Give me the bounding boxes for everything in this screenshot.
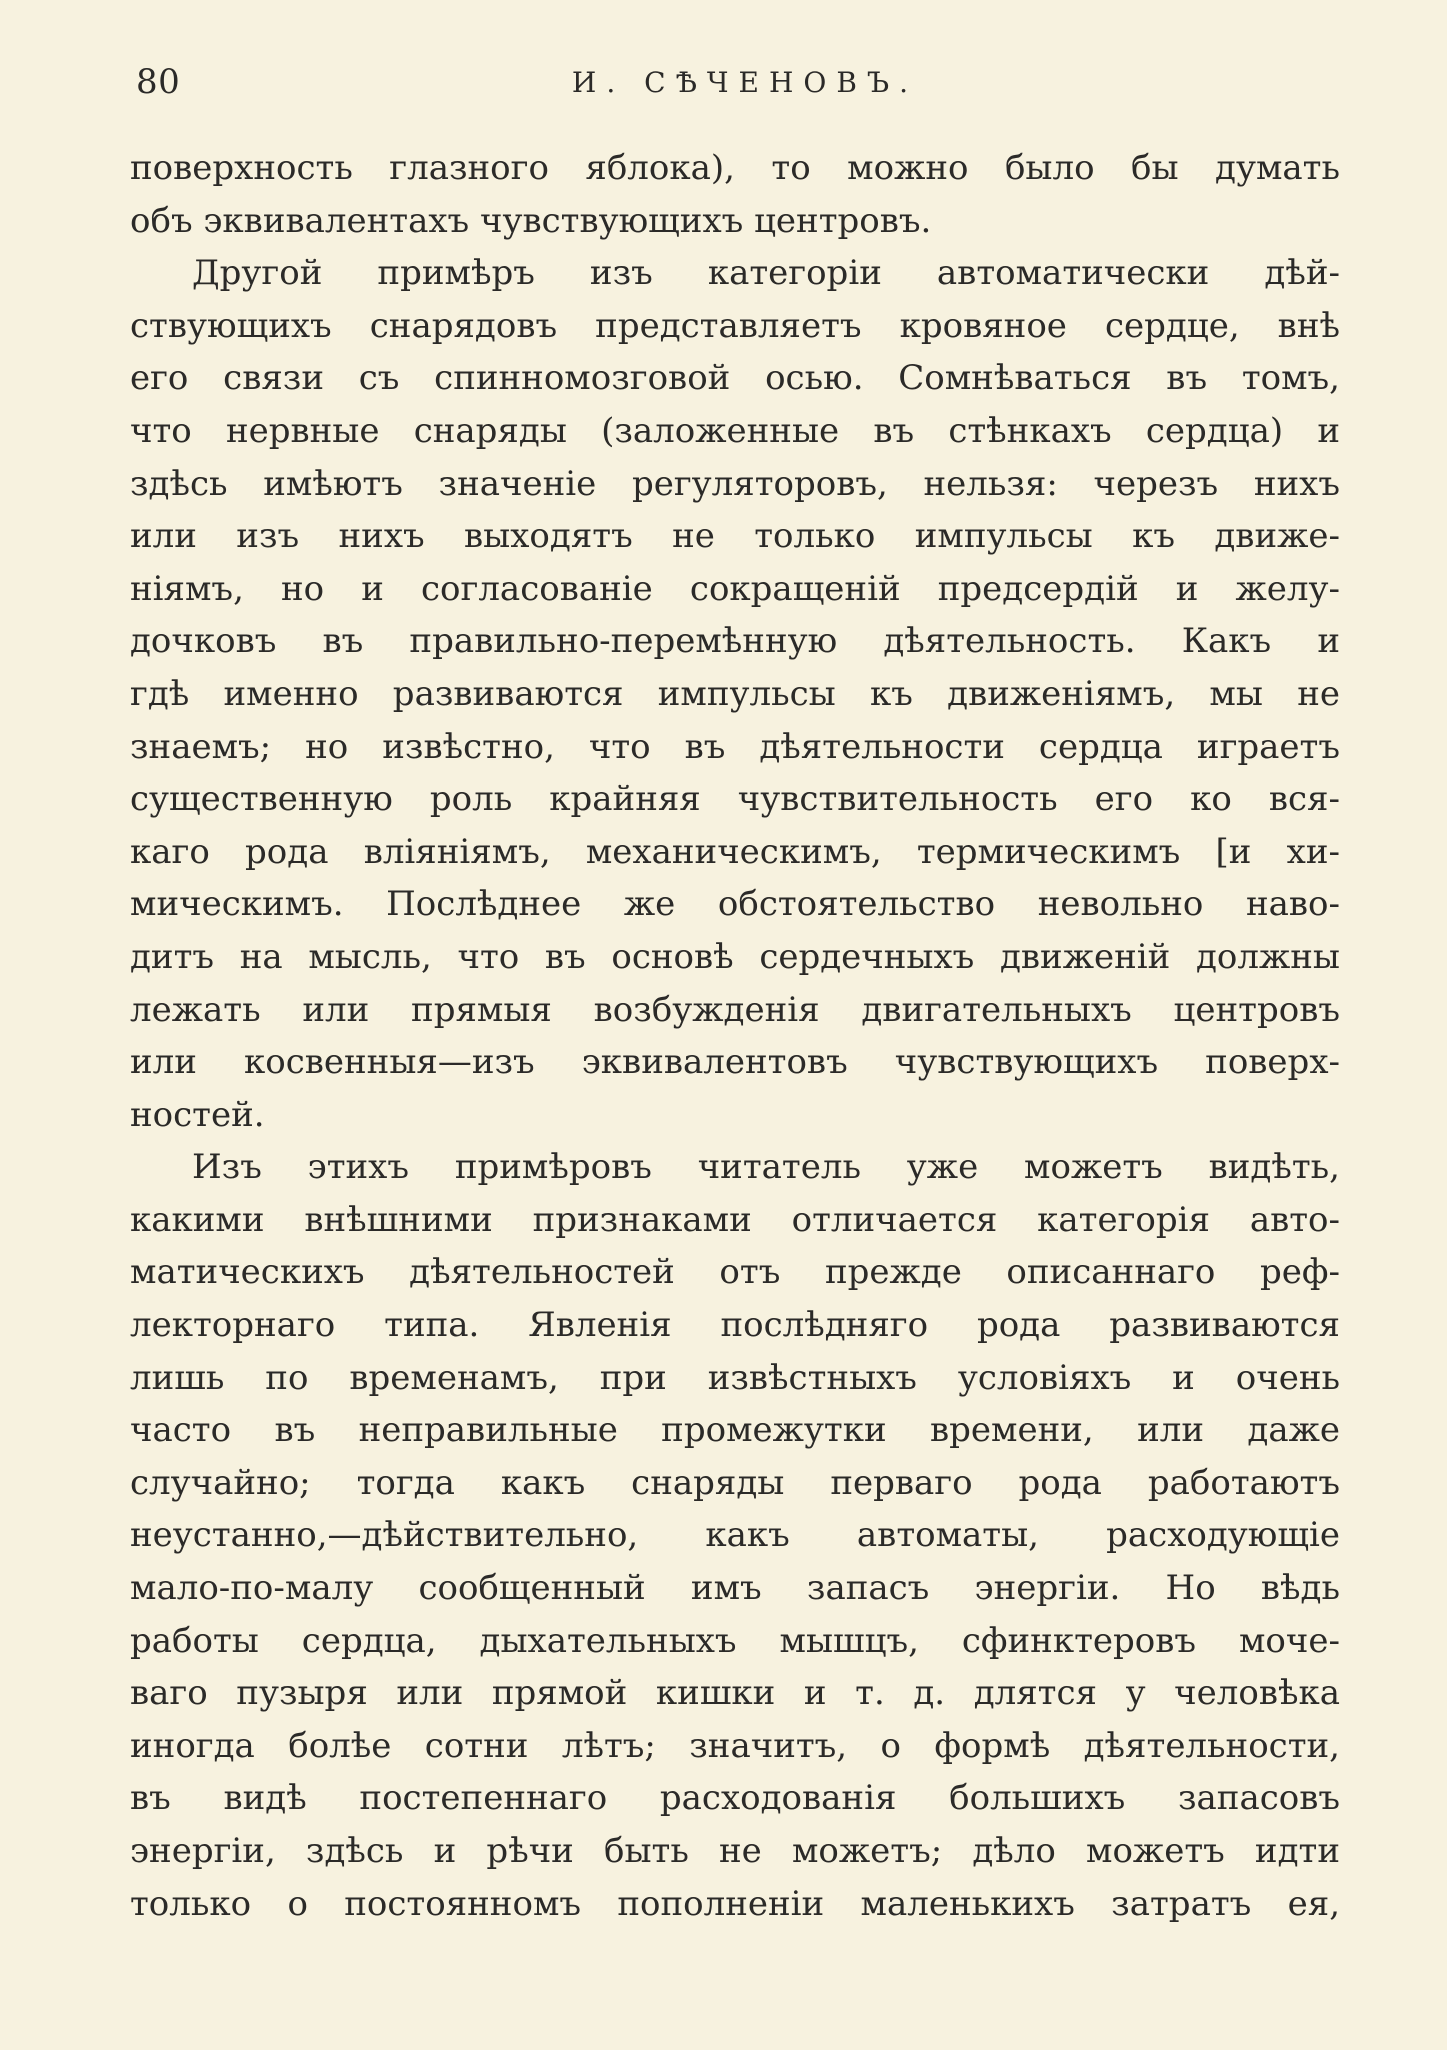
text-line: каго рода вліяніямъ, механическимъ, термическимъ [и хи- [130,831,1340,872]
text-line: случайно; тогда какъ снаряды перваго рода работаютъ [130,1462,1340,1503]
page-header [130,62,1340,112]
text-line: ностей. [130,1094,265,1135]
text-line: лекторнаго типа. Явленія послѣдняго рода развиваются [130,1305,1340,1346]
text-line: Другой примѣръ изъ категоріи автоматически дѣй- [192,253,1340,294]
text-line: въ видѣ постепеннаго расходованія большихъ запасовъ [130,1778,1340,1819]
text-line: лежать или прямыя возбужденія двигательныхъ центровъ [130,989,1340,1030]
text-line: мало-по-малу сообщенный имъ запасъ энергіи. Но вѣдь [130,1568,1340,1609]
body-text [130,142,1340,1930]
text-line: мическимъ. Послѣднее же обстоятельство невольно наво- [130,884,1340,925]
text-line: Изъ этихъ примѣровъ читатель уже можетъ видѣть, [192,1147,1340,1188]
text-line: ніямъ, но и согласованіе сокращеній предсердій и желу- [130,568,1340,609]
text-line: дитъ на мысль, что въ основѣ сердечныхъ движеній должны [130,936,1340,977]
text-line: иногда болѣе сотни лѣтъ; значитъ, о формѣ дѣятельности, [130,1725,1340,1766]
text-line: или изъ нихъ выходятъ не только импульсы къ движе- [130,516,1340,557]
text-line: матическихъ дѣятельностей отъ прежде описаннаго реф- [130,1252,1340,1293]
text-line: дочковъ въ правильно-перемѣнную дѣятельность. Какъ и [130,621,1340,662]
text-line: только о постоянномъ пополненіи маленькихъ затратъ ея, [130,1883,1340,1924]
text-line: или косвенныя—изъ эквивалентовъ чувствующихъ поверх- [130,1042,1340,1083]
text-line: неустанно,—дѣйствительно, какъ автоматы, расходующіе [130,1515,1340,1556]
page-number: 80 [136,62,181,102]
text-line: какими внѣшними признаками отличается категорія авто- [130,1199,1340,1240]
text-line: что нервные снаряды (заложенные въ стѣнкахъ сердца) и [130,410,1340,451]
text-line: гдѣ именно развиваются импульсы къ движеніямъ, мы не [130,673,1340,714]
text-line: его связи съ спинномозговой осью. Сомнѣваться въ томъ, [130,358,1340,399]
running-head: И. СѢЧЕНОВЪ. [571,66,919,99]
text-line: существенную роль крайняя чувствительность его ко вся- [130,779,1340,820]
text-line: часто въ неправильные промежутки времени, или даже [130,1410,1340,1451]
text-line: ваго пузыря или прямой кишки и т. д. длятся у человѣка [130,1673,1340,1714]
text-line: поверхность глазного яблока), то можно было бы думать [130,148,1340,188]
text-line: ствующихъ снарядовъ представляетъ кровяное сердце, внѣ [130,305,1340,346]
text-line: знаемъ; но извѣстно, что въ дѣятельности сердца играетъ [130,726,1340,767]
text-line: работы сердца, дыхательныхъ мышцъ, сфинктеровъ моче- [130,1620,1340,1661]
text-line: лишь по временамъ, при извѣстныхъ условіяхъ и очень [130,1357,1340,1398]
text-line: энергіи, здѣсь и рѣчи быть не можетъ; дѣло можетъ идти [130,1831,1340,1871]
text-line: объ эквивалентахъ чувствующихъ центровъ. [130,200,932,241]
text-line: здѣсь имѣютъ значеніе регуляторовъ, нельзя: черезъ нихъ [130,463,1340,504]
